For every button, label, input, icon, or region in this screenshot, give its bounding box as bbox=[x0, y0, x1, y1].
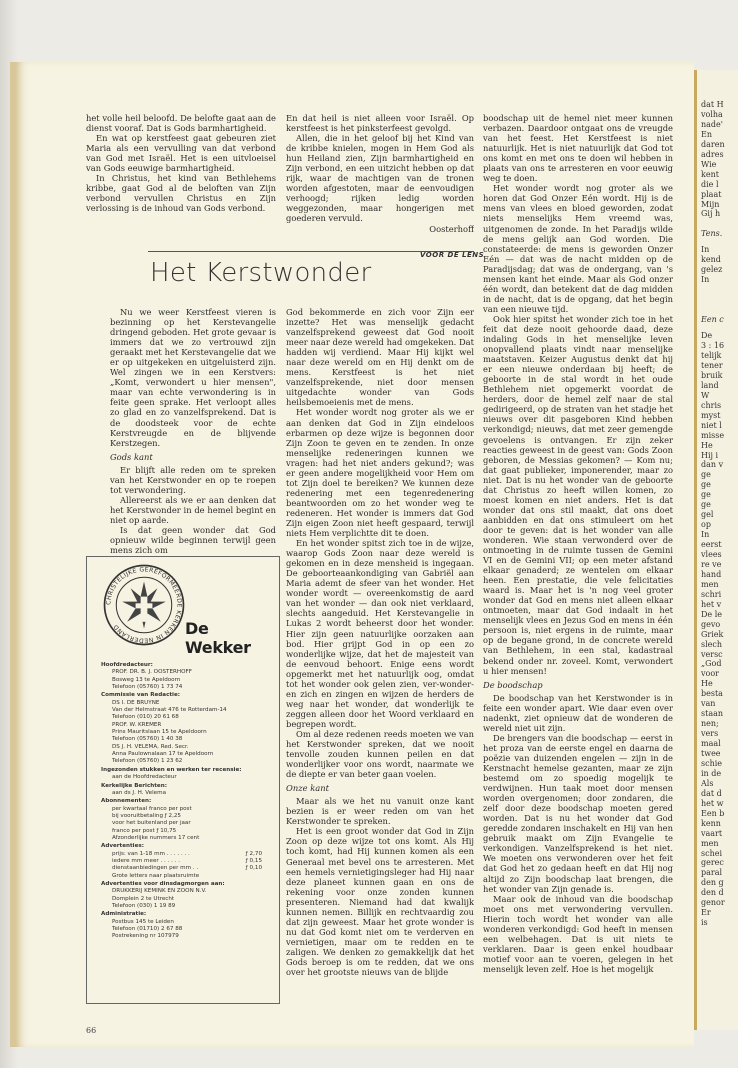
facing-page-fragment: telijk bbox=[701, 351, 722, 360]
facing-page-fragment: W bbox=[701, 390, 710, 400]
column-label: VOOR DE LENS bbox=[420, 251, 485, 259]
facing-page-fragment: In bbox=[701, 530, 710, 540]
paragraph: Is dat geen wonder dat God opnieuw wilde beginnen terwijl geen mens zich om bbox=[110, 524, 276, 555]
facing-page-fragment: plaat bbox=[701, 189, 722, 199]
paragraph: Er blijft alle reden om te spreken van het Kerstwonder en op te roepen tot verwondering. bbox=[110, 464, 276, 495]
colophon-line: Domplein 2 te Utrecht bbox=[112, 895, 175, 902]
colophon-line: bij vooruitbetaling ƒ 2,25 bbox=[112, 812, 181, 819]
facing-page-fragment: den g bbox=[701, 878, 724, 888]
facing-page-fragment: land bbox=[701, 380, 719, 390]
facing-page-fragment: vers bbox=[701, 729, 719, 739]
facing-page-fragment: eerst bbox=[701, 540, 722, 550]
paragraph: En dat heil is niet alleen voor Israël. Op kerstfeest is het pinksterfeest gevolgd. bbox=[286, 113, 474, 134]
colophon-heading: Advertenties voor dinsdagmorgen aan: bbox=[101, 880, 225, 887]
facing-page-fragment: kend bbox=[701, 255, 721, 265]
colophon-heading: Commissie van Redactie: bbox=[101, 692, 181, 699]
ad-price-row bbox=[101, 858, 262, 865]
facing-page-fragment: He bbox=[701, 679, 713, 689]
facing-page-fragment: misse bbox=[701, 430, 725, 440]
colophon-line: franco per post ƒ 10,75 bbox=[112, 827, 177, 834]
article-column-right bbox=[483, 113, 673, 1013]
colophon-line: voor het buitenland per jaar bbox=[112, 820, 191, 827]
facing-page-fragment: hand bbox=[701, 569, 722, 579]
colophon-line: Telefoon (05760) 1 73 74 bbox=[112, 684, 183, 691]
publication-name: De Wekker bbox=[185, 619, 251, 657]
colophon-line: DS J. H. VELEMA, Red. Secr. bbox=[112, 743, 189, 750]
colophon-line: Telefoon (05760) 1 40 38 bbox=[112, 736, 183, 743]
facing-page-fragment: In bbox=[701, 275, 710, 285]
paragraph: God bekommerde en zich voor Zijn eer inzette? Het was menselijk gedacht vanzelfsprekend geweest dat God nooit meer naar deze wereld had omgekeken. Dat hadden wij verdiend. Maar Hij kijkt wel naar deze wereld om en Hij denkt om de mens. Kerstfeest is het niet vanzelfsprekende, niet door mensen uitgedachte wonder van Gods heilsbemoeienis met de mens. bbox=[286, 307, 474, 408]
colophon-heading: Hoofdredacteur: bbox=[101, 662, 153, 668]
facing-page-fragment: schri bbox=[701, 589, 722, 599]
facing-page-fragment: Een b bbox=[701, 808, 725, 818]
seal-text: CHRISTELIJKE GEREFORMEERDE KERKEN IN NEDERLAND bbox=[105, 566, 183, 644]
facing-page-fragment: volha bbox=[701, 109, 723, 119]
facing-page-fragment: adres bbox=[701, 149, 724, 159]
colophon-line: Afzonderlijke nummers 17 cent bbox=[112, 834, 200, 841]
facing-page-fragment: kenn bbox=[701, 818, 721, 828]
facing-page-fragment: schie bbox=[701, 758, 723, 768]
top-column-1 bbox=[86, 113, 276, 231]
paragraph: Ook hier spitst het wonder zich toe in het feit dat deze nooit gehoorde daad, deze indaling Gods in het menselijke leven onopvallend plaats vindt naar menselijke maatstaven. Keizer Augustus denkt dat hij er een nieuwe onderdaan bij heeft; de geboorte in de stal wordt in het oude Bethlehem niet opgemerkt voordat de herders, door de hemel zelf naar de stal gedirigeerd, op de straten van het stadje het nieuws over dit pasgeboren Kind hebben verkondigd; nieuws, dat met zeer gemengde gevoelens is ontvangen. Er zijn zeker reacties geweest in de geest van: Gods Zoon geboren, de Messias gekomen? — Kom nu; dat gaat publieker, imponerender, maar zo niet. Dat is nu het wonder van de geboorte dat Christus zo heeft willen komen, zo moest komen en niet anders. Het is dat wonder dat ons stil maakt, dat ons doet aanbidden en dat ons stimuleert om het door te geven: dat is het wonder van alle wonderen. Wie staan verwonderd over de ontmoeting in de ruimte tussen de Gemini VI en de Gemini VII; op een meter afstand elkaar genaderd; ze wentelen om elkaar heen. Een prestatie, die vele felicitaties waard is. Maar het is 'n nog veel groter wonder dat God en mens niet alleen elkaar ontmoeten, maar dat God indaalt in het menselijk vlees en Jezus God en mens in één persoon is, niet ergens in de ruimte, maar op de begane grond, in de concrete wereld van Bethlehem, in een stal, kadastraal bekend onder nr. zoveel. Komt, verwondert u hier mensen! bbox=[483, 313, 673, 676]
facing-page-fragment: die l bbox=[701, 179, 719, 189]
facing-page-fragment: kent bbox=[701, 169, 719, 179]
facing-page-fragment: besta bbox=[701, 689, 723, 699]
paragraph: Allereerst als we er aan denken dat het Kerstwonder in de hemel begint en niet op aarde. bbox=[110, 494, 276, 525]
facing-page-fragment: ge bbox=[701, 490, 711, 500]
colophon-line: Telefoon (030) 1 19 89 bbox=[112, 903, 176, 909]
facing-page-fragment: slech bbox=[701, 639, 723, 649]
facing-page-fragment: tener bbox=[701, 360, 723, 370]
facing-page-fragment: re ve bbox=[701, 559, 722, 569]
facing-page-fragment: maal bbox=[701, 739, 721, 749]
colophon bbox=[101, 661, 277, 941]
colophon-line: Van der Helmstraat 476 te Rotterdam-14 bbox=[112, 707, 227, 714]
masthead-box bbox=[86, 556, 280, 1004]
paragraph: Maar als we het nu vanuit onze kant bezien is er weer reden om van het Kerstwonder te spreken. bbox=[286, 796, 474, 827]
facing-page-fragment: nen; bbox=[701, 719, 719, 729]
paragraph: boodschap uit de hemel niet meer kunnen verbazen. Daardoor ontgaat ons de vreugde van het feest. Het Kerstfeest is niet natuurlijk. Het is niet natuurlijk dat God tot ons komt en met ons te doen wil hebben in plaats van ons te arresteren en voor eeuwig weg te doen. bbox=[483, 113, 673, 184]
facing-page-fragment: het v bbox=[701, 599, 722, 609]
paragraph: Het is een groot wonder dat God in Zijn Zoon op deze wijze tot ons komt. Als Hij toch komt, had Hij kunnen komen als een Generaal met bevel ons te arresteren. Met een hemels vernietigingsleger had Hij naar deze planeet kunnen gaan en ons de rekening voor onze zonden kunnen presenteren. Niemand had dat kwalijk kunnen nemen. Billijk en rechtvaardig zou dat zijn geweest. Maar het grote wonder is nu dat God komt niet om te verderven en vernietigen, maar om te redden en te zaligen. We denken zo gemakkelijk dat het Gods beroep is om te redden, dat we ons over het grootste nieuws van de blijde bbox=[286, 826, 474, 978]
facing-page-fragment: ge bbox=[701, 500, 711, 510]
facing-page-fragment: bruik bbox=[701, 370, 723, 380]
facing-page-edge bbox=[694, 70, 738, 1030]
colophon-heading: Advertenties: bbox=[101, 843, 144, 850]
facing-page-fragment: gerec bbox=[701, 858, 724, 868]
colophon-line: Anna Paulownalaan 17 te Apeldoorn bbox=[112, 751, 214, 758]
facing-page-fragment: vaart bbox=[701, 828, 723, 838]
colophon-line: Postrekening nr 107979 bbox=[112, 933, 179, 940]
facing-page-fragment: He bbox=[701, 440, 713, 450]
facing-page-fragment: Hij i bbox=[701, 450, 719, 460]
colophon-line: Grote letters naar plaatsruimte bbox=[112, 872, 200, 879]
colophon-line: Telefoon (05760) 1 23 62 bbox=[112, 758, 183, 765]
colophon-line: DRUKKERIJ KEMINK EN ZOON N.V. bbox=[112, 888, 207, 895]
facing-page-fragment: daren bbox=[701, 139, 725, 149]
ad-price-value: ƒ 2,70 bbox=[245, 850, 262, 857]
paragraph: Nu we weer Kerstfeest vieren is bezinning op het Kerstevangelie dringend geboden. Het grote gevaar is immers dat we zo vertrouwd zijn geraakt met het Kerstevangelie dat we er op uitgekeken en uitgeluisterd zijn. Wel zingen we in een Kerstvers: „Komt, verwondert u hier mensen", maar van echte verwondering is in feite geen sprake. Het verloopt alles zo glad en zo vanzelfsprekend. Dat is de doodsteek voor de echte Kerstvreugde en de blijvende Kerstzegen. bbox=[110, 307, 276, 448]
facing-page-fragment: Er bbox=[701, 908, 711, 918]
article-title: Het Kerstwonder bbox=[150, 258, 372, 288]
colophon-line: Telefoon (01710) 2 67 88 bbox=[112, 926, 183, 933]
facing-page-fragment: gelez bbox=[701, 265, 723, 275]
section-heading: Onze kant bbox=[286, 783, 329, 794]
facing-page-fragment: Griek bbox=[701, 629, 724, 639]
facing-page-fragment: van bbox=[701, 699, 716, 709]
facing-page-fragment: chris bbox=[701, 400, 722, 410]
facing-page-fragment: 3 : 16 bbox=[701, 341, 725, 351]
facing-page-fragment: den d bbox=[701, 888, 724, 898]
paragraph: In Christus, het kind van Bethlehems kribbe, gaat God al de beloften van Zijn verbond vervullen Christus en Zijn verlossing is de inhoud van Gods verbond. bbox=[86, 173, 276, 214]
facing-page-fragment: gevo bbox=[701, 619, 721, 629]
facing-page-fragment: dat d bbox=[701, 788, 722, 798]
colophon-line: PROF. DR. B. J. OOSTERHOFF bbox=[112, 669, 192, 676]
colophon-heading: Kerkelijke Berichten: bbox=[101, 782, 167, 789]
facing-page-fragment: Als bbox=[701, 778, 714, 788]
facing-page-fragment: myst bbox=[701, 410, 721, 420]
colophon-line: DS I. DE BRUYNE bbox=[112, 699, 160, 706]
facing-page-fragment: ge bbox=[701, 480, 711, 490]
facing-page-fragment: Mijn bbox=[701, 199, 720, 209]
colophon-heading: Ingezonden stukken en werken ter recensie: bbox=[101, 766, 242, 773]
facing-page-fragment: niet l bbox=[701, 420, 722, 430]
colophon-line: Prins Mauritslaan 15 te Apeldoorn bbox=[112, 729, 207, 736]
paragraph: De boodschap van het Kerstwonder is in feite een wonder apart. Wie daar even over nadenkt, ziet opnieuw dat de wonderen de wereld niet uit zijn. bbox=[483, 692, 673, 733]
facing-page-fragment: twee bbox=[701, 749, 721, 758]
paragraph: En het wonder spitst zich toe in de wijze, waarop Gods Zoon naar deze wereld is gekomen en in deze mensheid is ingegaan. De geboorteaankondiging van Gabriël aan Maria ademt de sfeer van het wonder. Het wonder wordt — overeenkomstig de aard van het wonder — dan ook niet verklaard, slechts aangeduid. Het Kerstevangelie in Lukas 2 wordt beheerst door het wonder. Hier zijn geen natuurlijke oorzaken aan bod. Hier grijpt God in op een zo wonderlijke wijze, dat het de majesteit van de eenvoud behoort. Enige eens wordt opgemerkt met het natuurlijk oog, omdat tot het wonder ook gelen zien, ver-wonder-en zich en zingen en wijzen de herders de weg naar het wonder, dat wonderlijk te zeggen alleen door het Woord verklaard en begrepen wordt. bbox=[286, 538, 474, 729]
ad-price-label: dienstaanbiedingen per mm . . bbox=[112, 865, 199, 872]
facing-page-fragment: En bbox=[701, 129, 712, 139]
paragraph: Maar ook de inhoud van die boodschap moet ons met verwondering vervullen. Hierin toch wordt het wonder van alle wonderen verkondigd: God heeft in mensen een welbehagen. Dat is uit niets te verklaren. Daar is geen enkel houdbaar motief voor aan te voeren, gelegen in het menselijk leven zelf. Hoe is het mogelijk bbox=[483, 893, 673, 974]
colophon-heading: Abonnementen: bbox=[101, 798, 152, 805]
paragraph: De brengers van die boodschap — eerst in het proza van de eerste engel en daarna de poëzie van duizenden engelen — zijn in de Kerstnacht hemelse gezanten, maar ze zijn bestemd om zo spoedig mogelijk te verdwijnen. Hun taak moet door mensen worden overgenomen; door zondaren, die zelf door deze boodschap moeten gered worden. Dat is nu het wonder dat God geredde zondaren inschakelt en Hij van hen gebruik maakt om Zijn Evangelie te verkondigen. Vanzelfsprekend is het niet. We moeten ons verwonderen over het feit dat God het zo gedaan heeft en dat Hij nog altijd zo Zijn boodschap laat brengen, die het wonder van Zijn genade is. bbox=[483, 732, 673, 894]
paragraph: En wat op kerstfeest gaat gebeuren ziet Maria als een vervulling van dat verbond van God met Israël. Het is een uitvloeisel van Gods eeuwige barmhartigheid. bbox=[86, 133, 276, 174]
article-column-middle bbox=[286, 307, 474, 1012]
colophon-line: Telefoon (010) 20 61 68 bbox=[112, 714, 179, 721]
ad-price-row bbox=[101, 851, 262, 858]
facing-page-fragment: De le bbox=[701, 609, 722, 619]
facing-page-fragment: dat H bbox=[701, 100, 724, 109]
facing-page-fragment: In bbox=[701, 245, 710, 255]
page-number: 66 bbox=[86, 1026, 97, 1035]
ad-price-row bbox=[101, 865, 262, 872]
facing-page-fragment: het w bbox=[701, 798, 724, 808]
facing-page-fragment: genor bbox=[701, 898, 725, 908]
facing-page-fragment: Een c bbox=[701, 315, 724, 325]
ad-price-value: ƒ 0,15 bbox=[245, 857, 262, 864]
facing-page-fragment: ge bbox=[701, 470, 711, 480]
ad-price-label: iedere mm meer . . . . . . bbox=[112, 857, 181, 864]
paragraph: Het wonder wordt nog groter als we er aan denken dat God in Zijn eindeloos erbarmen op deze wijze is begonnen door Zijn Zoon te geven en te zenden. In onze menselijke redeneringen kunnen we vragen: had het niet anders gekund?; was er geen andere mogelijkheid voor Hem om tot Zijn doel te bereiken? We kunnen deze redenering met een tegenredenering beantwoorden om zo het wonder weg te redeneren. Het wonder is immers dat God Zijn eigen Zoon niet heeft gespaard, terwijl niets Hem verplichtte dit te doen. bbox=[286, 407, 474, 539]
colophon-line: Postbus 145 te Leiden bbox=[112, 918, 174, 925]
paragraph: Het wonder wordt nog groter als we horen dat God Onzer Eén wordt. Hij is de mens van vlees en bloed geworden, zodat niets menselijks Hem vreemd was, uitgenomen de zonde. In het Paradijs wilde de mens gelijk aan God worden. Die constateerde: de mens is geworden Onzer Eén — dat was de nacht midden op de Paradijsdag; dat was de ondergang, van 's mensen kant het einde. Maar als God onzer één wordt, dan betekent dat de dag midden in de nacht, dat is de opgang, dat het begin van een nieuwe tijd. bbox=[483, 183, 673, 314]
facing-page-fragment: is bbox=[701, 918, 708, 928]
facing-page-fragment: op bbox=[701, 520, 711, 530]
facing-page-fragment: staan bbox=[701, 709, 724, 719]
facing-page-fragment: versc bbox=[701, 649, 723, 659]
colophon-heading: Administratie: bbox=[101, 911, 147, 918]
ad-price-label: prijs: van 1-18 mm . . . . . . . bbox=[112, 850, 190, 857]
colophon-line: per kwartaal franco per post bbox=[112, 805, 192, 812]
section-heading: Gods kant bbox=[110, 451, 153, 462]
colophon-line: aan ds J. H. Velema bbox=[112, 789, 166, 796]
facing-page-fragment: dan v bbox=[701, 460, 724, 470]
paragraph: het volle heil beloofd. De belofte gaat aan de dienst vooraf. Dat is Gods barmhartigheid. bbox=[86, 113, 276, 134]
facing-page-fragment: Wie bbox=[701, 159, 717, 169]
facing-page-fragment: paral bbox=[701, 868, 723, 878]
section-heading: De boodschap bbox=[483, 679, 543, 690]
paragraph: Om al deze redenen reeds moeten we van het Kerstwonder spreken, dat we nooit tenvolle zouden kunnen peilen en dat wonderlijker voor ons wordt, naarmate we de diepte er van beter gaan voelen. bbox=[286, 728, 474, 780]
colophon-line: PROF. W. KREMER bbox=[112, 721, 162, 728]
top-column-2 bbox=[286, 113, 474, 248]
facing-page-fragment: men bbox=[701, 579, 719, 589]
facing-page-fragment: schei bbox=[701, 848, 723, 858]
facing-page-fragment: „God bbox=[701, 659, 722, 669]
facing-page-fragment: voor bbox=[701, 669, 719, 679]
facing-page-fragment: Tens. bbox=[701, 229, 723, 239]
paragraph: Allen, die in het geloof bij het Kind van de kribbe knielen, mogen in Hem God als hun Heiland zien, Zijn barmhartigheid en Zijn verbond, en een uitzicht hebben op dat rijk, waar de machtigen van de tronen worden afgestoten, maar de eenvoudigen verhoogd; rijken ledig worden weggezonden, maar hongerigen met goederen vervuld. bbox=[286, 133, 474, 224]
ad-price-value: ƒ 0,10 bbox=[245, 865, 262, 872]
facing-page-fragment: nade' bbox=[701, 119, 723, 129]
facing-page-fragment: in de bbox=[701, 768, 722, 778]
facing-page-fragment: men bbox=[701, 838, 719, 848]
author-signature: Oosterhoff bbox=[429, 223, 474, 234]
facing-page-fragment: vlees bbox=[701, 550, 722, 559]
facing-page-fragment: De bbox=[701, 331, 713, 341]
church-seal-logo bbox=[102, 563, 186, 647]
colophon-line: Bosweg 13 te Apeldoorn bbox=[112, 676, 181, 683]
facing-page-fragment: Gij h bbox=[701, 209, 721, 219]
colophon-line: aan de Hoofdredacteur bbox=[112, 774, 177, 781]
article-column-left bbox=[110, 307, 276, 555]
facing-page-fragment: gel bbox=[701, 510, 714, 520]
